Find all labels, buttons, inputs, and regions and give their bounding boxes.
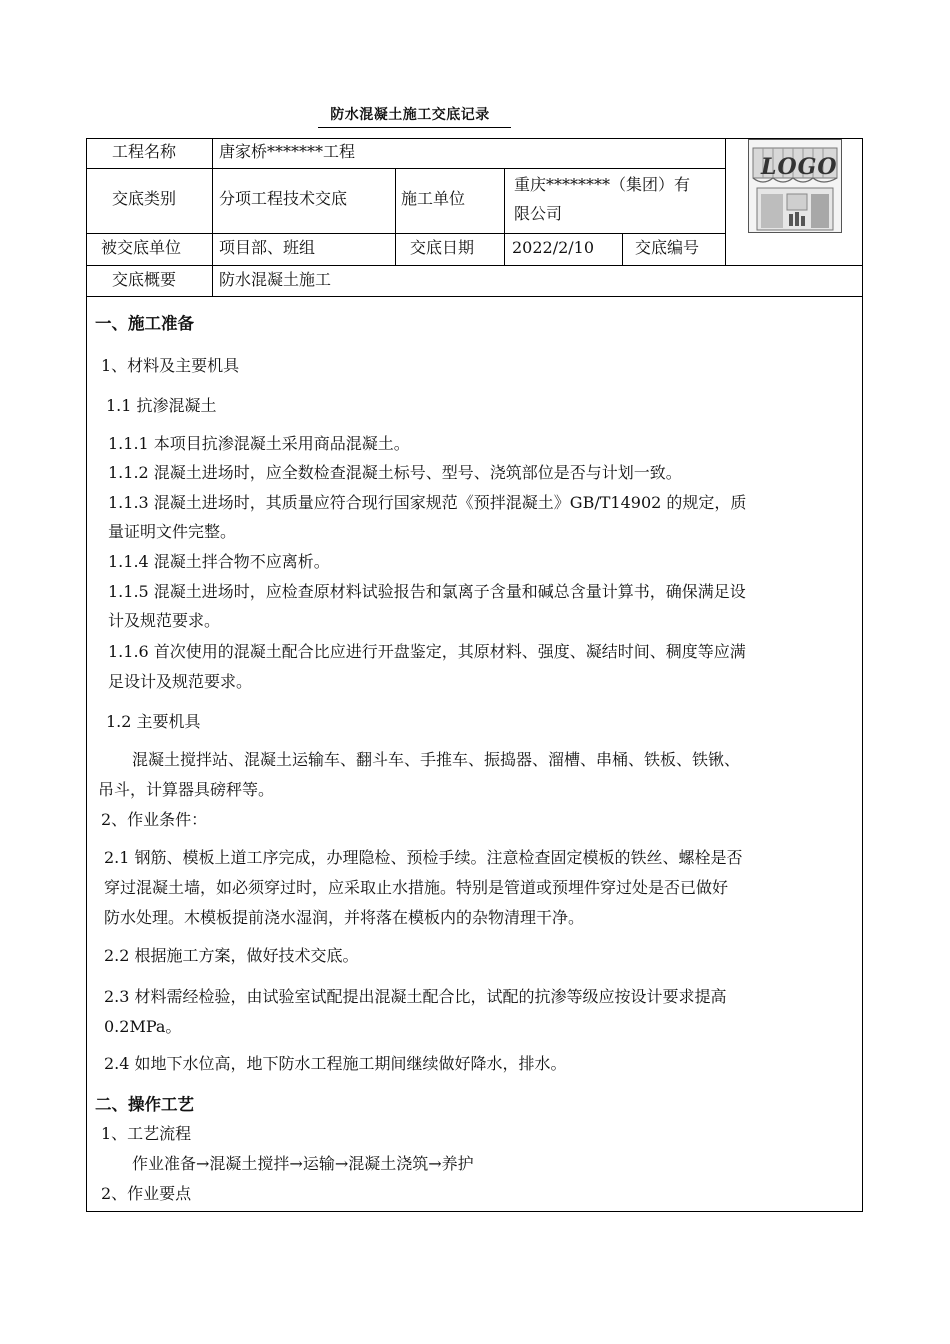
- subsection-heading: 2、作业要点: [101, 1184, 192, 1203]
- project-name-value: 唐家桥*******工程: [219, 142, 356, 161]
- paragraph: 2.2 根据施工方案，做好技术交底。: [104, 946, 359, 965]
- paragraph: 吊斗，计算器具磅秤等。: [98, 780, 275, 799]
- section-heading: 二、操作工艺: [95, 1095, 194, 1114]
- paragraph: 1.1.3 混凝土进场时，其质量应符合现行国家规范《预拌混凝土》GB/T14902 的规定，质: [108, 493, 747, 512]
- paragraph: 1.1.6 首次使用的混凝土配合比应进行开盘鉴定，其原材料、强度、凝结时间、稠度等应满: [108, 642, 746, 661]
- summary-label: 交底概要: [112, 270, 177, 289]
- paragraph: 防水处理。木模板提前浇水湿润，并将落在模板内的杂物清理干净。: [104, 908, 585, 927]
- subsection-heading: 1.2 主要机具: [106, 712, 201, 731]
- paragraph: 1.1.4 混凝土拌合物不应离析。: [108, 552, 330, 571]
- category-value: 分项工程技术交底: [219, 189, 348, 208]
- row-divider: [86, 168, 725, 169]
- row-divider: [86, 296, 863, 297]
- section-heading: 一、施工准备: [95, 314, 194, 333]
- summary-value: 防水混凝土施工: [219, 270, 332, 289]
- date-value: 2022/2/10: [512, 238, 595, 257]
- paragraph: 1.1.2 混凝土进场时，应全数检查混凝土标号、型号、浇筑部位是否与计划一致。: [108, 463, 682, 482]
- document-title: 防水混凝土施工交底记录: [330, 107, 490, 123]
- contractor-value-line1: 重庆********（集团）有: [514, 175, 691, 194]
- row-divider: [86, 233, 725, 234]
- paragraph: 2.3 材料需经检验，由试验室试配提出混凝土配合比，试配的抗渗等级应按设计要求提高: [104, 987, 727, 1006]
- subsection-heading: 1、工艺流程: [101, 1124, 192, 1143]
- subsection-heading: 1.1 抗渗混凝土: [106, 396, 217, 415]
- paragraph: 2.1 钢筋、模板上道工序完成，办理隐检、预检手续。注意检查固定模板的铁丝、螺栓是否: [104, 848, 743, 867]
- subsection-heading: 2、作业条件：: [101, 810, 208, 829]
- date-label: 交底日期: [410, 238, 475, 257]
- paragraph: 0.2MPa。: [104, 1017, 182, 1036]
- contractor-value-line2: 限公司: [514, 204, 563, 223]
- paragraph: 1.1.5 混凝土进场时，应检查原材料试验报告和氯离子含量和碱总含量计算书，确保满足设: [108, 582, 746, 601]
- paragraph: 1.1.1 本项目抗渗混凝土采用商品混凝土。: [108, 434, 410, 453]
- logo-image: [748, 139, 842, 233]
- paragraph: 足设计及规范要求。: [108, 672, 253, 691]
- contractor-label: 施工单位: [401, 189, 466, 208]
- category-label: 交底类别: [112, 189, 177, 208]
- subsection-heading: 1、材料及主要机具: [101, 356, 240, 375]
- recipient-label: 被交底单位: [101, 238, 182, 257]
- col-divider: [504, 168, 505, 265]
- logo-text: LOGO: [761, 154, 838, 180]
- paragraph: 2.4 如地下水位高，地下防水工程施工期间继续做好降水，排水。: [104, 1054, 567, 1073]
- col-divider: [622, 233, 623, 265]
- title-underline: [318, 127, 511, 128]
- number-label: 交底编号: [635, 238, 700, 257]
- paragraph: 量证明文件完整。: [108, 522, 237, 541]
- col-divider: [725, 138, 726, 265]
- row-divider: [86, 265, 863, 266]
- col-divider: [395, 168, 396, 265]
- paragraph: 计及规范要求。: [108, 611, 221, 630]
- paragraph: 混凝土搅拌站、混凝土运输车、翻斗车、手推车、振捣器、溜槽、串桶、铁板、铁锹、: [132, 750, 741, 769]
- paragraph: 穿过混凝土墙，如必须穿过时，应采取止水措施。特别是管道或预埋件穿过处是否已做好: [104, 878, 729, 897]
- col-divider: [212, 138, 213, 296]
- recipient-value: 项目部、班组: [219, 238, 316, 257]
- project-name-label: 工程名称: [112, 142, 177, 161]
- paragraph: 作业准备→混凝土搅拌→运输→混凝土浇筑→养护: [132, 1154, 474, 1173]
